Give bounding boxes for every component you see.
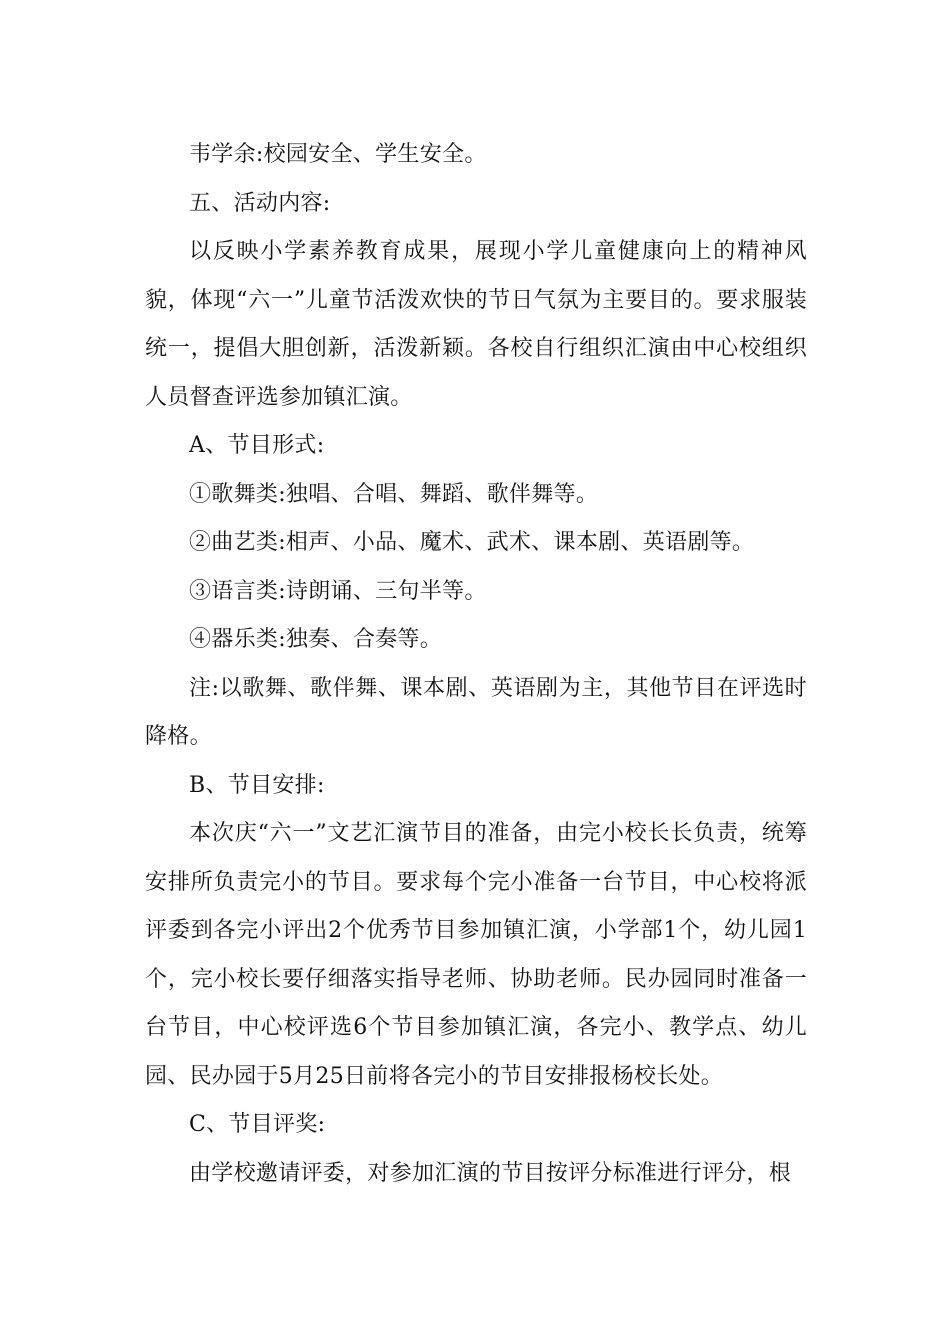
- list-item-song-dance: ①歌舞类:独唱、合唱、舞蹈、歌伴舞等。: [189, 481, 599, 507]
- document-body: [145, 131, 807, 1198]
- paragraph-note: 注:以歌舞、歌伴舞、课本剧、英语剧为主，其他节目在评选时降格。: [145, 675, 807, 749]
- paragraph-arrangement-details: 本次庆“六一”文艺汇演节目的准备，由完小校长长负责，统筹安排所负责完小的节目。要求每个完小准备一台节目，中心校将派评委到各完小评出2个优秀节目参加镇汇演，小学部1个，幼儿园1个，完小校长要仔细落实指导老师、协助老师。民办园同时准备一台节目，中心校评选6个节目参加镇汇演，各完小、教学点、幼儿园、民办园于5月25日前将各完小的节目安排报杨校长处。: [145, 821, 807, 1089]
- heading-activity-content: 五、活动内容:: [189, 190, 331, 216]
- list-item-folk-arts: ②曲艺类:相声、小品、魔术、武术、课本剧、英语剧等。: [189, 530, 755, 555]
- list-item-instrumental: ④器乐类:独奏、合奏等。: [189, 627, 443, 652]
- paragraph-activity-purpose: 以反映小学素养教育成果，展现小学儿童健康向上的精神风貌，体现“六一”儿童节活泼欢快的节日气氛为主要目的。要求服装统一，提倡大胆创新，活泼新颖。各校自行组织汇演由中心校组织人员督查评选参加镇汇演。: [145, 239, 807, 410]
- paragraph-awards-details: 由学校邀请评委，对参加汇演的节目按评分标准进行评分，根: [189, 1160, 792, 1186]
- paragraph-responsibility: 韦学余:校园安全、学生安全。: [189, 142, 487, 167]
- list-item-language: ③语言类:诗朗诵、三句半等。: [189, 578, 487, 604]
- heading-program-format: A、节目形式:: [189, 433, 325, 458]
- heading-program-awards: C、节目评奖:: [189, 1112, 326, 1137]
- heading-program-arrangement: B、节目安排:: [189, 772, 325, 798]
